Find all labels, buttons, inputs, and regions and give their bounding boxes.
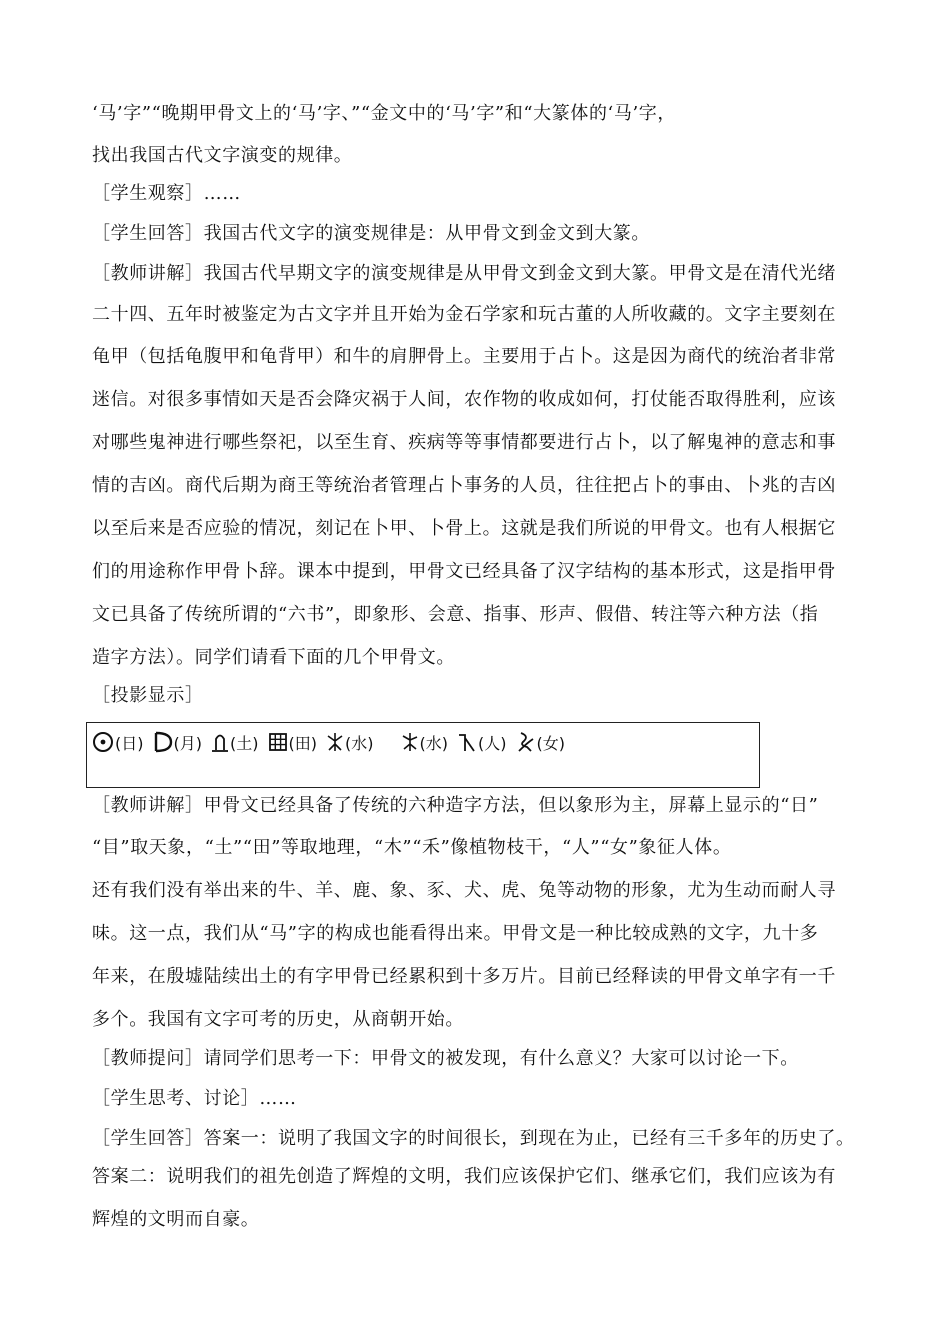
- text-line: 还有我们没有举出来的牛、羊、鹿、象、豕、犬、虎、兔等动物的形象，尤为生动而耐人寻: [92, 880, 836, 901]
- text-line: 辉煌的文明而自豪。: [92, 1209, 260, 1230]
- oracle-nv-icon: [515, 730, 537, 754]
- text-line: “目”取天象，“土”“田”等取地理，“木”“禾”像植物枝干，“人”“女”象征人体。: [92, 837, 732, 858]
- oracle-mu-icon: [325, 730, 345, 754]
- text-line: 二十四、五年时被鉴定为古文字并且开始为金石学家和玩古董的人所收藏的。文字主要刻在: [92, 304, 836, 325]
- oracle-he-icon: [400, 730, 420, 754]
- text-line: 以至后来是否应验的情况，刻记在卜甲、卜骨上。这就是我们所说的甲骨文。也有人根据它: [92, 518, 836, 539]
- text-line: 对哪些鬼神进行哪些祭祀，以至生育、疾病等等事情都要进行占卜，以了解鬼神的意志和事: [92, 432, 836, 453]
- projection-box: [86, 722, 760, 788]
- oracle-yue-icon: [152, 730, 174, 754]
- text-line: ［学生观察］……: [92, 183, 241, 204]
- oracle-glyph-row: [91, 728, 573, 756]
- text-line: 文已具备了传统所谓的“六书”，即象形、会意、指事、形声、假借、转注等六种方法（指: [92, 604, 819, 625]
- text-line: ［学生思考、讨论］……: [92, 1088, 297, 1109]
- oracle-glyph: [91, 730, 144, 754]
- text-line: 造字方法）。同学们请看下面的几个甲骨文。: [92, 647, 455, 668]
- oracle-glyph-label: (月): [173, 733, 202, 753]
- oracle-ri-icon: [91, 730, 115, 754]
- text-line: 龟甲（包括龟腹甲和龟背甲）和牛的肩胛骨上。主要用于占卜。这是因为商代的统治者非常: [92, 346, 836, 367]
- text-line: 答案二：说明我们的祖先创造了辉煌的文明，我们应该保护它们、继承它们，我们应该为有: [92, 1166, 836, 1187]
- text-line: ‘马’字”“晚期甲骨文上的‘马’字、”“金文中的‘马’字”和“大篆体的‘马’字，: [92, 103, 676, 124]
- oracle-glyph: [210, 730, 259, 754]
- oracle-glyph-label: (人): [478, 733, 507, 753]
- text-line: ［教师提问］请同学们思考一下：甲骨文的被发现，有什么意义？大家可以讨论一下。: [92, 1048, 799, 1069]
- text-line: 们的用途称作甲骨卜辞。课本中提到，甲骨文已经具备了汉字结构的基本形式，这是指甲骨: [92, 561, 836, 582]
- oracle-glyph-label: (日): [115, 733, 144, 753]
- text-line: ［教师讲解］甲骨文已经具备了传统的六种造字方法，但以象形为主，屏幕上显示的“日”: [92, 795, 819, 816]
- text-line: 找出我国古代文字演变的规律。: [92, 145, 353, 166]
- oracle-ren-icon: [456, 730, 478, 754]
- oracle-glyph: [267, 730, 318, 754]
- oracle-glyph: [325, 730, 374, 754]
- text-line: ［学生回答］我国古代文字的演变规律是：从甲骨文到金文到大篆。: [92, 223, 650, 244]
- oracle-glyph-label: (土): [230, 733, 259, 753]
- text-line: 多个。我国有文字可考的历史，从商朝开始。: [92, 1009, 464, 1030]
- text-line: ［学生回答］答案一：说明了我国文字的时间很长，到现在为止，已经有三千多年的历史了。: [92, 1128, 855, 1149]
- oracle-glyph: [152, 730, 203, 754]
- oracle-tian-icon: [267, 730, 289, 754]
- text-line: ［教师讲解］我国古代早期文字的演变规律是从甲骨文到金文到大篆。甲骨文是在清代光绪: [92, 263, 836, 284]
- oracle-glyph: [515, 730, 566, 754]
- oracle-glyph-label: (水): [419, 733, 448, 753]
- oracle-glyph-label: (水): [345, 733, 374, 753]
- text-line: 味。这一点，我们从“马”字的构成也能看得出来。甲骨文是一种比较成熟的文字，九十多: [92, 923, 819, 944]
- oracle-glyph: [456, 730, 507, 754]
- oracle-glyph-label: (女): [536, 733, 565, 753]
- text-line: 迷信。对很多事情如天是否会降灾祸于人间，农作物的收成如何，打仗能否取得胜利，应该: [92, 389, 836, 410]
- oracle-glyph-label: (田): [288, 733, 317, 753]
- oracle-tu-icon: [210, 730, 230, 754]
- text-line: 情的吉凶。商代后期为商王等统治者管理占卜事务的人员，往往把占卜的事由、卜兆的吉凶: [92, 475, 836, 496]
- oracle-glyph: [400, 730, 449, 754]
- text-line: ［投影显示］: [92, 685, 204, 706]
- text-line: 年来，在殷墟陆续出土的有字甲骨已经累积到十多万片。目前已经释读的甲骨文单字有一千: [92, 966, 836, 987]
